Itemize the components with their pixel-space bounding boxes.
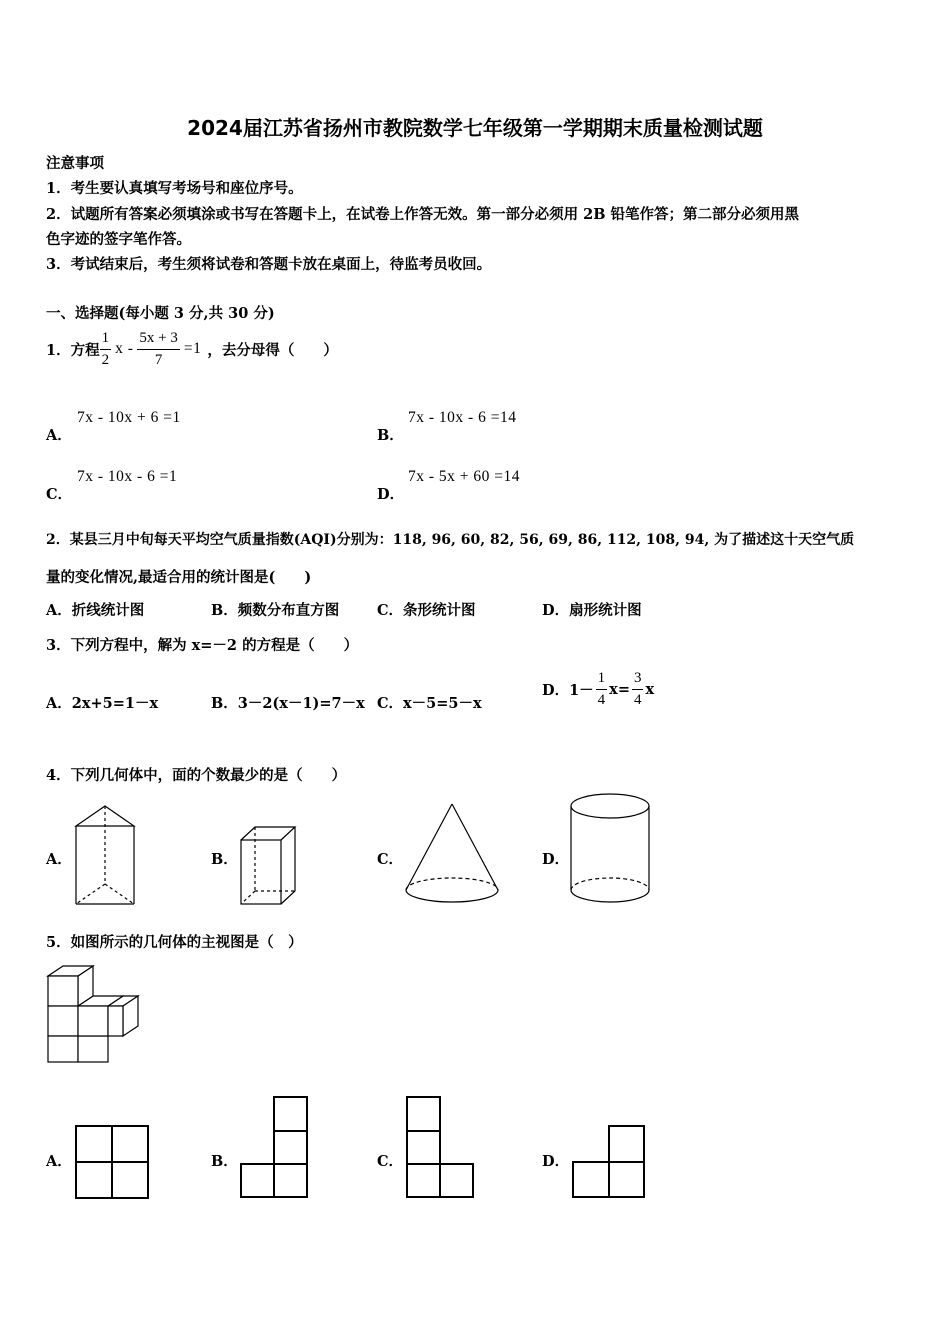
- question-3-stem: 3．下列方程中，解为 x=－2 的方程是（ ）: [46, 637, 359, 654]
- question-2-stem-cont: 量的变化情况,最适合用的统计图是( ): [46, 569, 312, 586]
- page-title: 2024届江苏省扬州市教院数学七年级第一学期期末质量检测试题: [187, 116, 763, 140]
- q5-option-d-figure: [572, 1125, 646, 1199]
- q3-d-f1-den: 4: [597, 691, 606, 708]
- q3-d-mid: x=: [609, 680, 630, 698]
- triangular-prism-figure: [70, 804, 140, 908]
- q4-option-d-label: D．: [542, 851, 570, 868]
- q3-d-f1-num: 1: [596, 670, 608, 690]
- q1-option-b: 7x - 10x - 6 =14: [408, 409, 517, 426]
- q4-option-c-label: C．: [377, 851, 404, 868]
- q1-option-a: 7x - 10x + 6 =1: [77, 409, 181, 426]
- notice-item-1: 1．考生要认真填写考场号和座位序号。: [46, 180, 303, 197]
- q3-d-f2-num: 3: [632, 670, 644, 690]
- q5-option-d-label: D．: [542, 1153, 570, 1170]
- question-2-stem: 2．某县三月中旬每天平均空气质量指数(AQI)分别为：118, 96, 60, 82, 56, 69, 86, 112, 108, 94, 为了描述这十天空气质: [46, 532, 855, 548]
- q5-option-c-label: C．: [377, 1153, 404, 1170]
- q1-option-b-label: B．: [377, 427, 404, 444]
- notice-item-3: 3．考试结束后，考生须将试卷和答题卡放在桌面上，待监考员收回。: [46, 256, 492, 273]
- q1-option-c: 7x - 10x - 6 =1: [77, 468, 178, 485]
- q3-option-b: B．3－2(x－1)=7－x: [211, 695, 365, 712]
- q1-frac1-num: 1: [100, 330, 112, 350]
- cylinder-figure: [567, 792, 653, 906]
- q2-option-d: D．扇形统计图: [542, 602, 642, 619]
- q1-option-c-label: C．: [46, 486, 73, 503]
- q3-d-fraction-2: [632, 670, 644, 709]
- q2-option-c: C．条形统计图: [377, 602, 476, 619]
- q3-d-f2-den: 4: [633, 691, 642, 708]
- q1-frac2-den: 7: [154, 351, 163, 368]
- question-5-stem: 5．如图所示的几何体的主视图是（ ）: [46, 934, 303, 951]
- q1-fraction-1: [100, 330, 112, 369]
- q3-option-c: C．x－5=5－x: [377, 695, 482, 712]
- q2-option-b: B．频数分布直方图: [211, 602, 340, 619]
- q5-option-c-figure: [406, 1096, 476, 1200]
- q1-frac2-num: 5x + 3: [137, 330, 179, 350]
- q3-option-d: [542, 666, 654, 712]
- q1-eq: =1: [183, 340, 202, 357]
- q3-d-post: x: [645, 680, 655, 698]
- notice-item-2-cont: 色字迹的签字笔作答。: [46, 231, 191, 248]
- cone-figure: [403, 802, 501, 906]
- q1-mid: x -: [115, 340, 134, 357]
- q2-option-a: A．折线统计图: [46, 602, 145, 619]
- q1-fraction-2: [137, 330, 179, 369]
- question-4-stem: 4．下列几何体中，面的个数最少的是（ ）: [46, 767, 347, 784]
- q1-prefix: 1．方程: [46, 341, 100, 359]
- q3-d-pre: D．1－: [542, 681, 594, 699]
- q4-option-b-label: B．: [211, 851, 238, 868]
- q5-option-b-figure: [240, 1096, 310, 1200]
- question-1-stem: [46, 328, 338, 370]
- notice-heading: 注意事项: [46, 155, 104, 172]
- notice-item-2: 2．试题所有答案必须填涂或书写在答题卡上，在试卷上作答无效。第一部分必须用 2B 铅笔作答；第二部分必须用黑: [46, 206, 800, 223]
- section-heading: 一、选择题(每小题 3 分,共 30 分): [46, 305, 275, 322]
- q3-option-a: A．2x+5=1－x: [46, 695, 159, 712]
- q4-option-a-label: A．: [46, 851, 72, 868]
- q5-option-a-figure: [75, 1125, 149, 1199]
- q3-d-fraction-1: [596, 670, 608, 709]
- q1-option-d-label: D．: [377, 486, 405, 503]
- q1-suffix: ，去分母得（ ）: [207, 341, 338, 359]
- cuboid-figure: [238, 824, 300, 908]
- q5-option-b-label: B．: [211, 1153, 238, 1170]
- q1-option-d: 7x - 5x + 60 =14: [408, 468, 521, 485]
- cube-stack-figure: [44, 962, 142, 1066]
- q1-frac1-den: 2: [101, 351, 110, 368]
- q1-option-a-label: A．: [46, 427, 72, 444]
- q5-option-a-label: A．: [46, 1153, 72, 1170]
